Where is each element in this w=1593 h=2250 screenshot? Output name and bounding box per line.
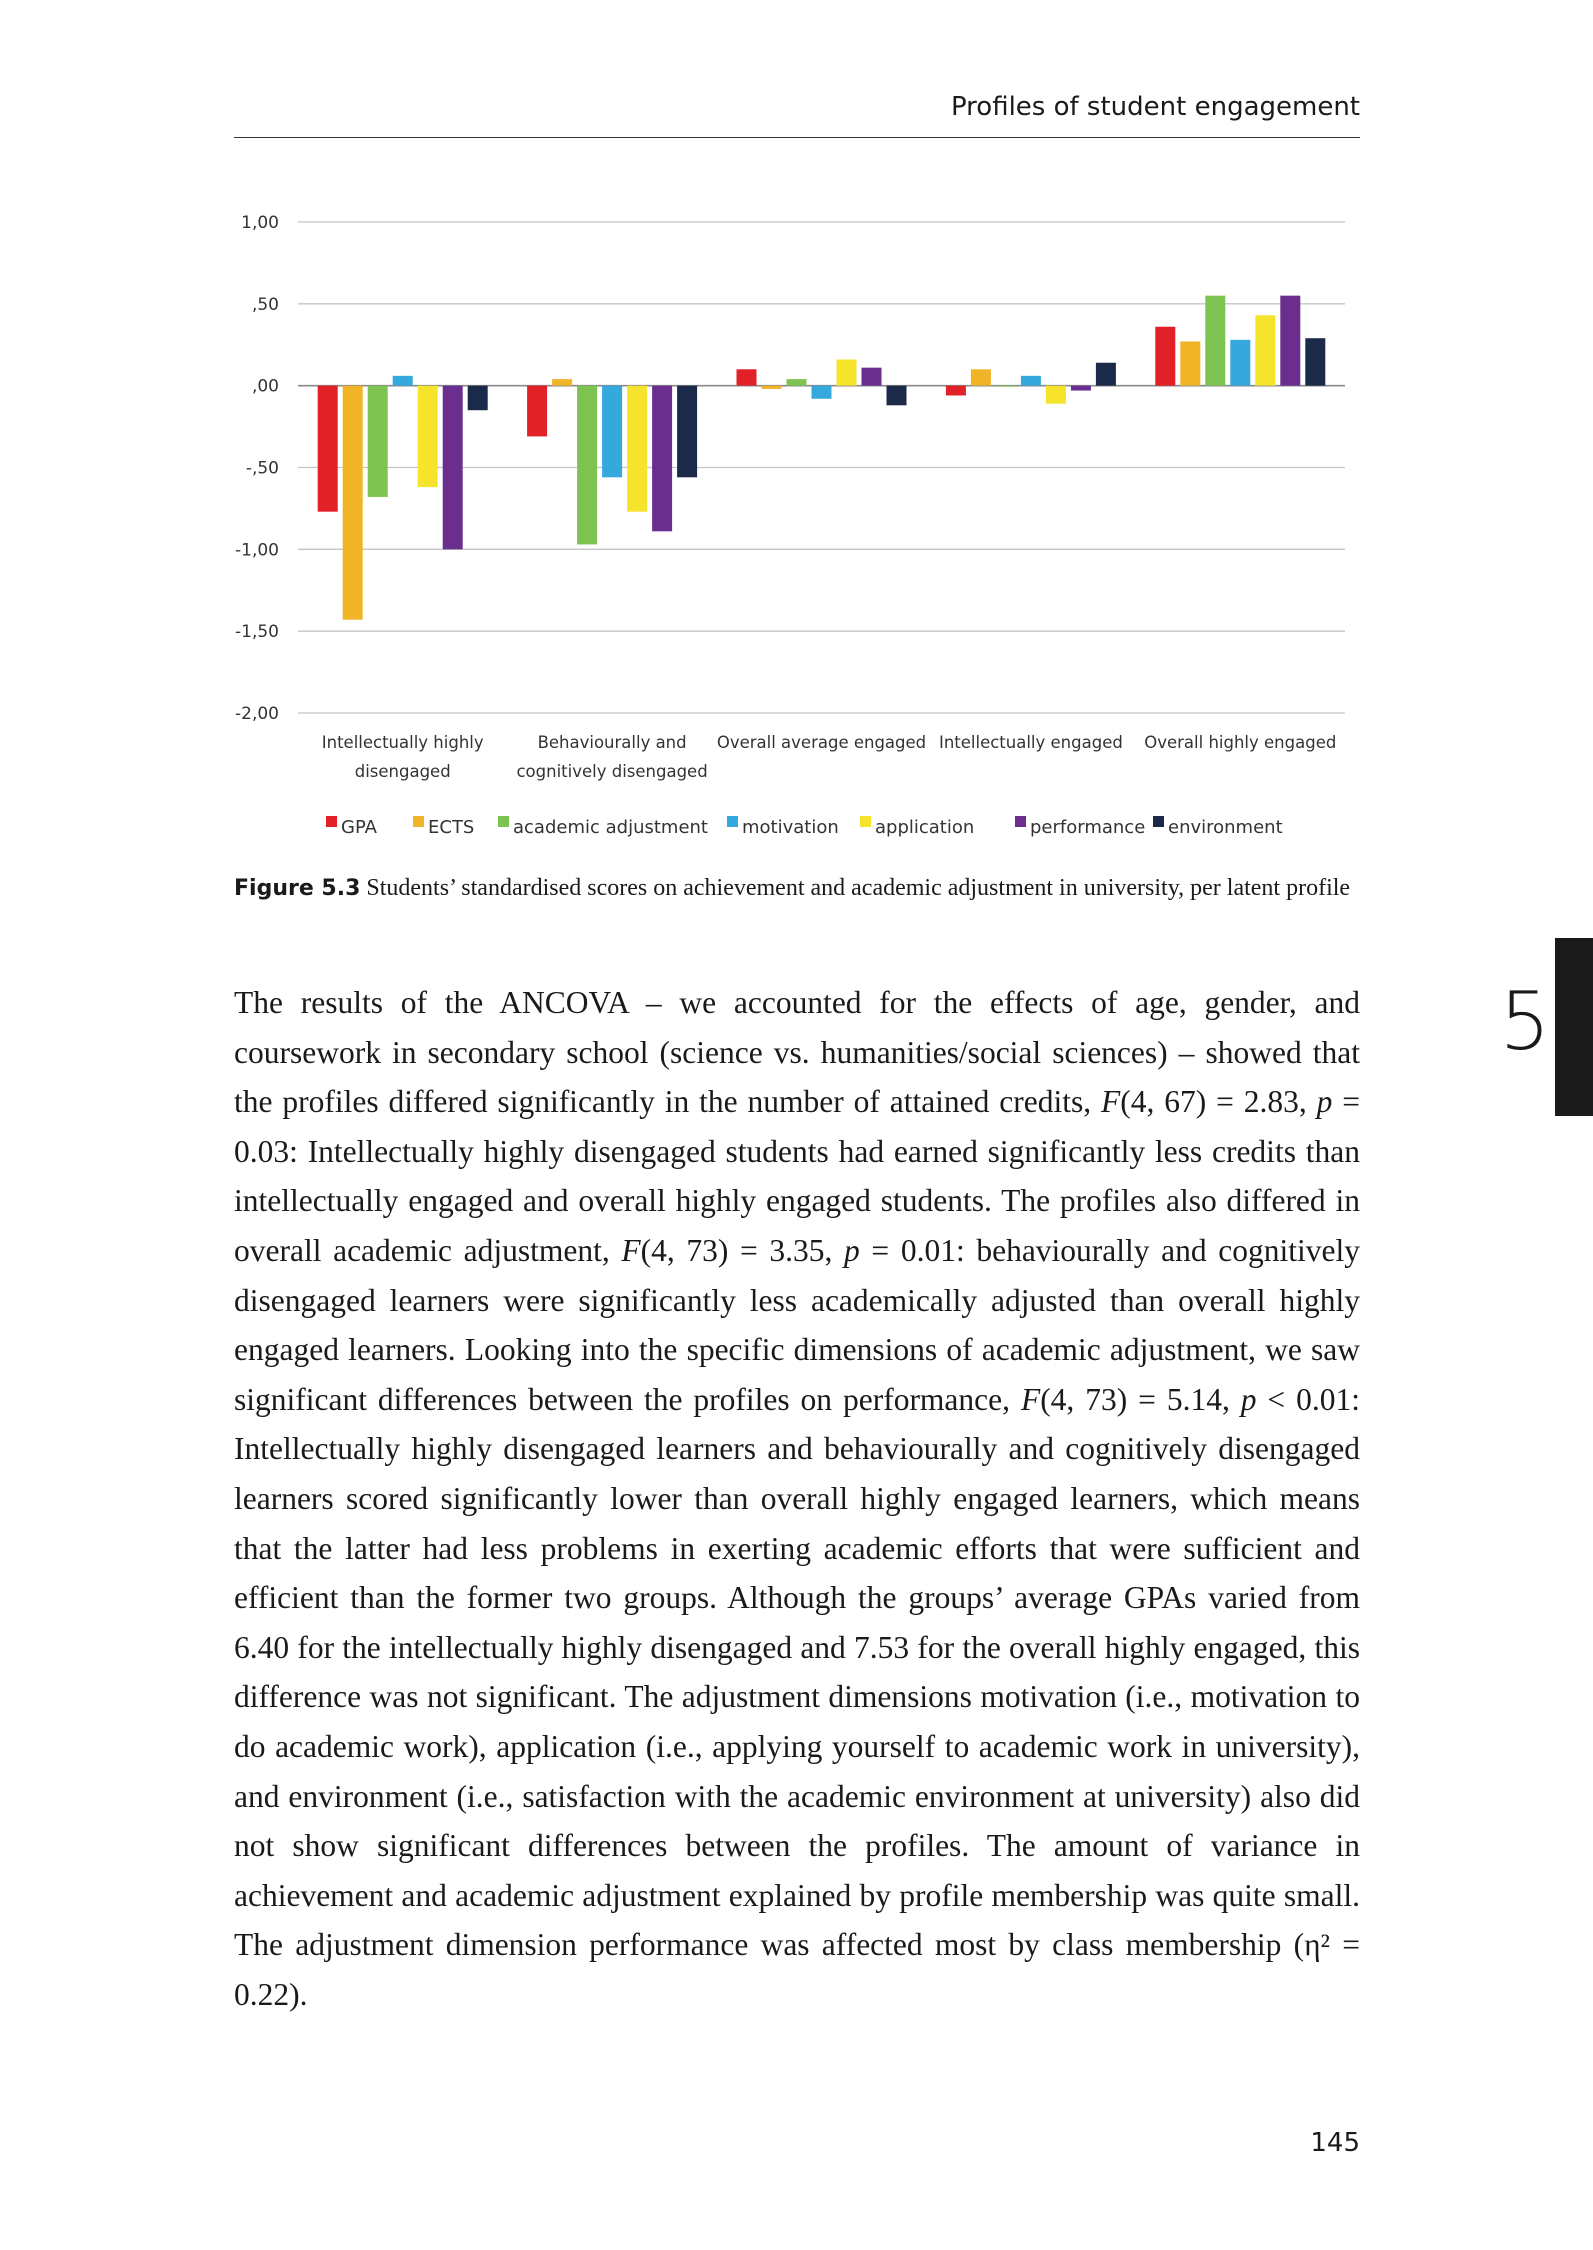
y-tick-label: -1,50 — [235, 622, 279, 643]
bar-application — [418, 386, 438, 487]
bar-chart — [0, 0, 1593, 900]
bar-performance — [862, 368, 882, 386]
legend-label: performance — [1030, 817, 1146, 838]
bar-academic-adjustment — [1205, 296, 1225, 386]
legend-label: GPA — [341, 817, 377, 838]
category-label: Intellectually highly — [321, 733, 484, 752]
legend-swatch — [498, 816, 509, 827]
y-tick-label: -,50 — [245, 458, 279, 479]
category-label: Behaviourally and — [537, 733, 687, 752]
page-number: 145 — [1310, 2128, 1360, 2158]
legend-swatch — [413, 816, 424, 827]
y-tick-label: 1,00 — [241, 213, 279, 233]
bar-environment — [1305, 338, 1325, 385]
bar-academic-adjustment — [996, 386, 1016, 387]
bar-application — [1255, 315, 1275, 385]
y-tick-label: ,00 — [251, 376, 279, 397]
legend-swatch — [1015, 816, 1026, 827]
bar-GPA — [1155, 327, 1175, 386]
legend-label: academic adjustment — [513, 817, 708, 838]
body-paragraph: The results of the ANCOVA – we accounted for the effects of age, gender, and coursework in secondary school (science vs. humanities/social sciences) – showed that the profiles differed significantly in the number of attained credits, F(4, 67) = 2.83, p = 0.03: Intellectually highly disengaged students had earned significantly less credits than intellectually engaged and overall highly engaged students. The profiles also differed in overall academic adjustment, F(4, 73) = 3.35, p = 0.01: behaviourally and cognitively disengaged learners were significantly less academically adjusted than overall highly engaged learners. Looking into the specific dimensions of academic adjustment, we saw significant differences between the profiles on performance, F(4, 73) = 5.14, p < 0.01: Intellectually highly disengaged learners and behaviourally and cognitively disengaged learners scored significantly lower than overall highly engaged learners, which means that the latter had less problems in exerting academic efforts that were sufficient and efficient than the former two groups. Although the groups’ average GPAs varied from 6.40 for the intellectually highly disengaged and 7.53 for the overall highly engaged, this difference was not significant. The adjustment dimensions motivation (i.e., motivation to do academic work), application (i.e., applying yourself to academic work in university), and environment (i.e., satisfaction with the academic environment at university) also did not show significant differences between the profiles. The amount of variance in achievement and academic adjustment explained by profile membership was quite small. The adjustment dimension performance was affected most by class membership (η² = 0.22). — [234, 985, 1361, 2012]
running-header: Profiles of student engagement — [950, 92, 1360, 122]
bar-application — [837, 359, 857, 385]
figure-caption-text: Students’ standardised scores on achievement and academic adjustment in university, per latent profile — [360, 875, 1351, 901]
category-label: disengaged — [354, 762, 451, 781]
bar-environment — [1096, 363, 1116, 386]
bar-ECTS — [971, 369, 991, 385]
bar-GPA — [737, 369, 757, 385]
bar-ECTS — [343, 386, 363, 620]
legend-swatch — [860, 816, 871, 827]
category-label: cognitively disengaged — [516, 762, 708, 781]
y-tick-label: -2,00 — [235, 704, 279, 724]
bar-GPA — [946, 386, 966, 396]
category-label: Overall average engaged — [716, 733, 927, 752]
bar-application — [627, 386, 647, 512]
bar-environment — [468, 386, 488, 411]
legend-label: motivation — [742, 817, 839, 838]
bar-motivation — [812, 386, 832, 399]
y-tick-label: ,50 — [251, 294, 279, 315]
legend-label: application — [875, 817, 975, 838]
bar-motivation — [1230, 340, 1250, 386]
bar-ECTS — [1180, 341, 1200, 385]
bar-motivation — [393, 376, 413, 386]
bar-ECTS — [552, 379, 572, 386]
legend-swatch — [727, 816, 738, 827]
bar-performance — [652, 386, 672, 532]
bar-performance — [443, 386, 463, 550]
bar-application — [1046, 386, 1066, 404]
y-tick-label: -1,00 — [235, 540, 279, 561]
bar-academic-adjustment — [368, 386, 388, 497]
category-label: Overall highly engaged — [1144, 733, 1337, 752]
legend-swatch — [326, 816, 337, 827]
chapter-tab — [1555, 938, 1593, 1116]
body-text — [234, 978, 1360, 2019]
legend-swatch — [1153, 816, 1164, 827]
bar-environment — [887, 386, 907, 406]
figure-caption — [234, 872, 1360, 905]
bar-motivation — [602, 386, 622, 478]
bar-GPA — [318, 386, 338, 512]
bar-ECTS — [762, 386, 782, 389]
legend-label: environment — [1168, 817, 1283, 838]
bar-performance — [1071, 386, 1091, 391]
bar-environment — [677, 386, 697, 478]
bar-academic-adjustment — [787, 379, 807, 386]
figure-label: Figure 5.3 — [234, 876, 361, 901]
category-label: Intellectually engaged — [938, 733, 1123, 752]
bar-GPA — [527, 386, 547, 437]
bar-motivation — [1021, 376, 1041, 386]
bar-academic-adjustment — [577, 386, 597, 545]
legend-label: ECTS — [428, 817, 475, 838]
chapter-number: 5 — [1499, 975, 1551, 1068]
bar-performance — [1280, 296, 1300, 386]
